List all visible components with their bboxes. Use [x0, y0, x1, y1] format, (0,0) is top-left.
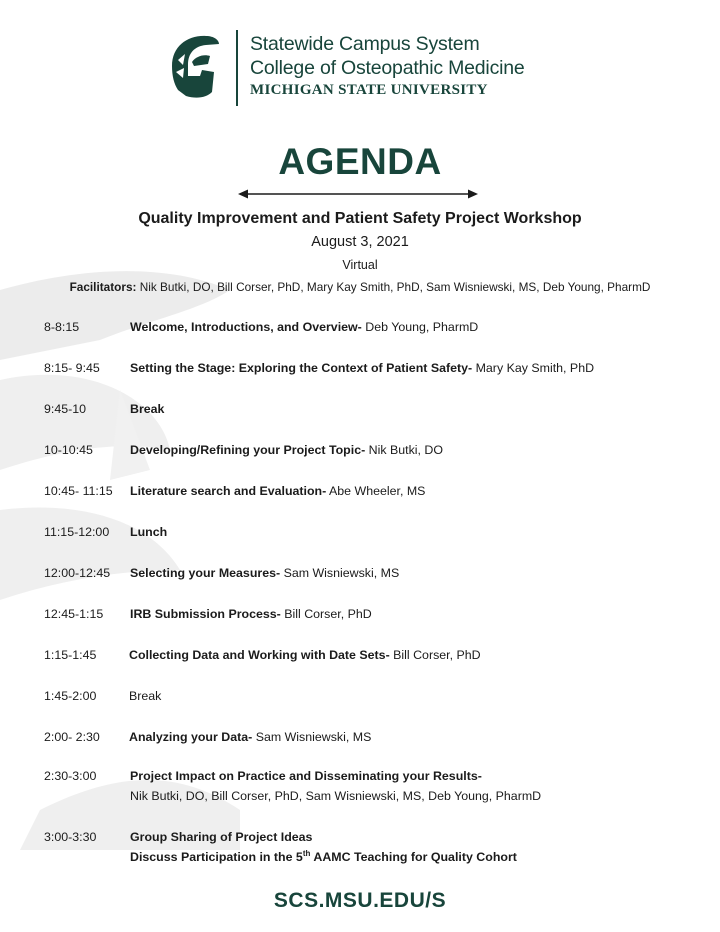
agenda-time: 8-8:15	[44, 320, 80, 334]
agenda-presenters: Nik Butki, DO, Bill Corser, PhD, Sam Wisniewski, MS, Deb Young, PharmD	[130, 789, 542, 803]
agenda-time: 1:45-2:00	[44, 689, 97, 703]
agenda-presenter: Sam Wisniewski, MS	[252, 730, 372, 744]
workshop-title: Quality Improvement and Patient Safety Project Workshop	[138, 210, 582, 227]
spartan-helmet-icon	[166, 32, 220, 100]
agenda-subtitle-sup: th	[302, 848, 311, 858]
header-divider	[236, 30, 238, 106]
spartan-helmet-watermark-icon	[0, 250, 720, 850]
agenda-title: Lunch	[130, 525, 168, 539]
facilitators	[0, 280, 720, 294]
agenda-title: Setting the Stage: Exploring the Context of Patient Safety-	[130, 361, 473, 375]
agenda-title: Project Impact on Practice and Disseminating your Results-	[130, 769, 482, 783]
agenda-title: Literature search and Evaluation-	[130, 484, 327, 498]
agenda-title: Selecting your Measures-	[130, 566, 281, 580]
agenda-time: 11:15-12:00	[44, 525, 110, 539]
agenda-presenter: Bill Corser, PhD	[280, 607, 372, 621]
agenda-time: 8:15- 9:45	[44, 361, 100, 375]
agenda-presenter: Break	[129, 689, 162, 703]
agenda-title: Developing/Refining your Project Topic-	[130, 443, 366, 457]
agenda-time: 1:15-1:45	[44, 648, 97, 662]
agenda-title: Group Sharing of Project Ideas	[130, 830, 313, 844]
agenda-title: Collecting Data and Working with Date Sets-	[129, 648, 390, 662]
org-line-3: MICHIGAN STATE UNIVERSITY	[250, 82, 488, 98]
agenda-presenter: Mary Kay Smith, PhD	[472, 361, 595, 375]
agenda-time: 10:45- 11:15	[44, 484, 113, 498]
website-url: SCS.MSU.EDU/S	[273, 889, 447, 912]
org-line-1: Statewide Campus System	[250, 33, 480, 55]
agenda-time: 10-10:45	[44, 443, 93, 457]
agenda-title: IRB Submission Process-	[130, 607, 281, 621]
agenda-presenter: Abe Wheeler, MS	[326, 484, 426, 498]
agenda-time: 9:45-10	[44, 402, 87, 416]
agenda-title: Break	[130, 402, 165, 416]
agenda-presenter: Sam Wisniewski, MS	[280, 566, 400, 580]
facilitators-label: Facilitators:	[69, 280, 137, 294]
agenda-title: Analyzing your Data-	[129, 730, 253, 744]
double-arrow-divider-icon	[238, 188, 478, 200]
page-title: AGENDA	[278, 141, 442, 182]
event-date: August 3, 2021	[311, 234, 409, 250]
agenda-presenter: Bill Corser, PhD	[389, 648, 481, 662]
agenda-title: Welcome, Introductions, and Overview-	[130, 320, 362, 334]
agenda-time: 12:45-1:15	[44, 607, 104, 621]
organization-name	[250, 32, 525, 100]
agenda-time: 12:00-12:45	[44, 566, 111, 580]
agenda-presenter: Nik Butki, DO	[365, 443, 444, 457]
facilitators-names: Nik Butki, DO, Bill Corser, PhD, Mary Kay Smith, PhD, Sam Wisniewski, MS, Deb Young, PharmD	[136, 280, 651, 294]
agenda-subtitle-pre: Discuss Participation in the 5	[130, 850, 303, 864]
agenda-subtitle	[130, 847, 517, 867]
agenda-presenter: Deb Young, PharmD	[361, 320, 479, 334]
agenda-time: 3:00-3:30	[44, 830, 97, 844]
agenda-time: 2:00- 2:30	[44, 730, 100, 744]
agenda-time: 2:30-3:00	[44, 769, 97, 783]
event-mode: Virtual	[342, 258, 378, 272]
org-line-2: College of Osteopathic Medicine	[250, 57, 525, 79]
agenda-subtitle-post: AAMC Teaching for Quality Cohort	[310, 850, 517, 864]
